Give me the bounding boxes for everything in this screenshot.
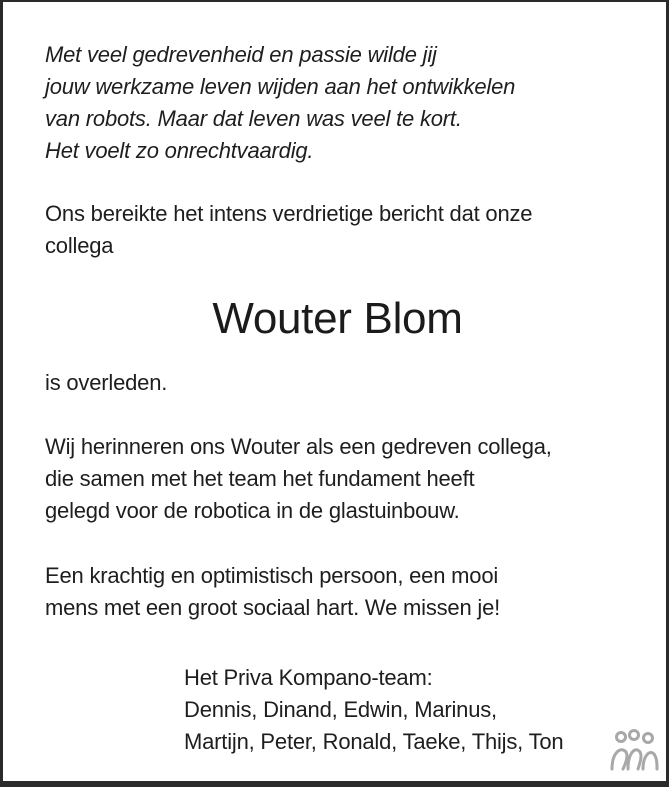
intro-line-1: Met veel gedrevenheid en passie wilde jij (45, 42, 437, 67)
remembrance-line-1: Wij herinneren ons Wouter als een gedreven collega, (45, 434, 552, 459)
deceased-name: Wouter Blom (212, 294, 463, 343)
tribute-line-1: Een krachtig en optimistisch persoon, een mooi (45, 563, 499, 588)
signature-names-line-1: Dennis, Dinand, Edwin, Marinus, (184, 697, 497, 722)
signature-names-line-2: Martijn, Peter, Ronald, Taeke, Thijs, Ton (184, 729, 564, 754)
remembrance-line-2: die samen met het team het fundament heeft (45, 466, 475, 491)
signature-team: Het Priva Kompano-team: (184, 665, 433, 690)
people-group-icon (608, 729, 660, 771)
announcement-line-1: Ons bereikte het intens verdrietige bericht dat onze (45, 201, 533, 226)
status-line: is overleden. (45, 370, 168, 395)
intro-line-4: Het voelt zo onrechtvaardig. (45, 138, 314, 163)
intro-line-2: jouw werkzame leven wijden aan het ontwikkelen (45, 74, 516, 99)
remembrance-line-3: gelegd voor de robotica in de glastuinbouw. (45, 498, 460, 523)
announcement-line-2: collega (45, 233, 114, 258)
intro-line-3: van robots. Maar dat leven was veel te kort. (45, 106, 462, 131)
tribute-line-2: mens met een groot sociaal hart. We missen je! (45, 595, 501, 620)
